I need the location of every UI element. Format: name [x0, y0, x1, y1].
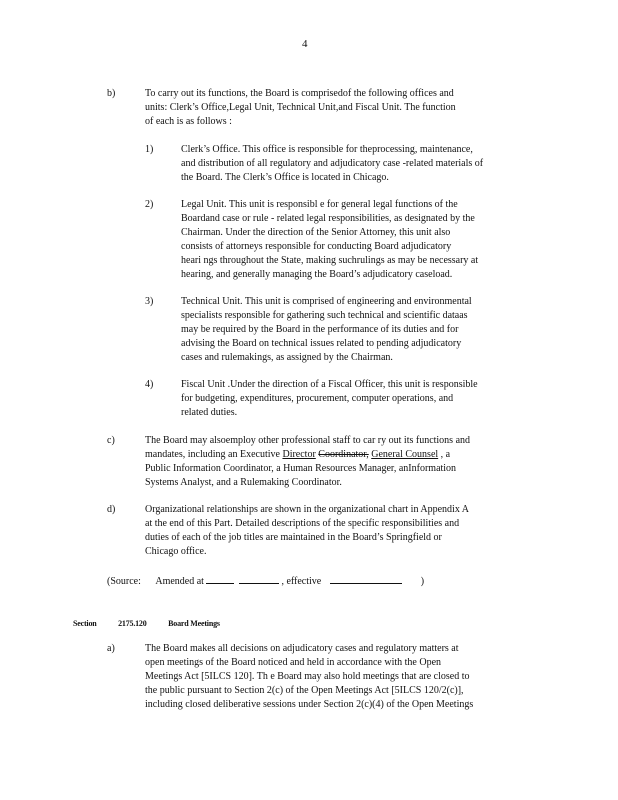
text-line: advising the Board on technical issues related to pending adjudicatory [181, 338, 462, 349]
subitem-1-label: 1) [145, 144, 154, 155]
inserted-text: Director [282, 449, 316, 460]
subitem-2-text [181, 198, 541, 282]
text-line: consists of attorneys responsible for conducting Board adjudicatory [181, 241, 452, 252]
text-segment: , a [438, 449, 451, 460]
text-line: Chicago office. [145, 546, 207, 557]
text-line: related duties. [181, 407, 238, 418]
item-b-text [145, 87, 518, 129]
text-line: open meetings of the Board noticed and held in accordance with the Open [145, 657, 442, 668]
section-heading [73, 617, 220, 631]
item-a-label: a) [107, 643, 115, 654]
text-line: To carry out its functions, the Board is comprisedof the following offices and [145, 88, 454, 99]
item-c-label: c) [107, 435, 115, 446]
text-line: and distribution of all regulatory and adjudicatory case -related materials of [181, 158, 484, 169]
text-line: The Board may alsoemploy other professional staff to car ry out its functions and [145, 435, 471, 446]
section-number: 2175.120 [118, 619, 147, 628]
subitem-4-text [181, 378, 527, 420]
text-line: Clerk’s Office. This office is responsible for theprocessing, maintenance, [181, 144, 473, 155]
text-line: including closed deliberative sessions under Section 2(c)(4) of the Open Meetings [145, 699, 474, 710]
text-line: Systems Analyst, and a Rulemaking Coordinator. [145, 477, 342, 488]
blank-line [206, 573, 234, 584]
source-close: ) [420, 576, 425, 587]
text-line: units: Clerk’s Office,Legal Unit, Technical Unit,and Fiscal Unit. The function [145, 102, 456, 113]
item-d-text [145, 503, 535, 559]
section-title: Board Meetings [168, 619, 220, 628]
text-line: duties of each of the job titles are maintained in the Board’s Springfield or [145, 532, 442, 543]
item-a-text [145, 642, 521, 712]
text-line: for budgeting, expenditures, procurement, computer operations, and [181, 393, 454, 404]
deleted-text: Coordinator, [318, 449, 369, 460]
text-line: at the end of this Part. Detailed descriptions of the specific responsibilities and [145, 518, 460, 529]
text-line: hearing, and generally managing the Board’s adjudicatory caseload. [181, 269, 453, 280]
text-line: Organizational relationships are shown in the organizational chart in Appendix A [145, 504, 469, 515]
source-effective: , effective [281, 576, 322, 587]
text-line: heari ngs throughout the State, making suchrulings as may be necessary at [181, 255, 479, 266]
text-line: Fiscal Unit .Under the direction of a Fiscal Officer, this unit is responsible [181, 379, 478, 390]
subitem-3-text [181, 295, 521, 365]
text-line: the public pursuant to Section 2(c) of the Open Meetings Act [5ILCS 120/2(c)], [145, 685, 464, 696]
section-label: Section [73, 619, 97, 628]
item-c-text [145, 434, 535, 490]
item-d-label: d) [107, 504, 116, 515]
text-segment: mandates, including an Executive [145, 449, 283, 460]
text-line: specialists responsible for gathering such technical and scientific dataas [181, 310, 468, 321]
source-note [107, 573, 424, 589]
text-line: Legal Unit. This unit is responsibl e for general legal functions of the [181, 199, 458, 210]
blank-line [239, 573, 279, 584]
item-b-label: b) [107, 88, 116, 99]
page-number: 4 [302, 38, 308, 50]
text-line: Chairman. Under the direction of the Senior Attorney, this unit also [181, 227, 451, 238]
text-line: may be required by the Board in the performance of its duties and for [181, 324, 459, 335]
text-line: cases and rulemakings, as assigned by the Chairman. [181, 352, 393, 363]
text-line: Boardand case or rule - related legal responsibilities, as designated by the [181, 213, 475, 224]
text-line: Technical Unit. This unit is comprised of engineering and environmental [181, 296, 472, 307]
blank-line [330, 573, 402, 584]
inserted-text: General Counsel [371, 449, 439, 460]
text-line: The Board makes all decisions on adjudicatory cases and regulatory matters at [145, 643, 459, 654]
text-line: Public Information Coordinator, a Human Resources Manager, anInformation [145, 463, 457, 474]
source-open: (Source: [107, 576, 141, 587]
text-line-amended [145, 448, 535, 462]
subitem-1-text [181, 143, 541, 185]
text-line: the Board. The Clerk’s Office is located in Chicago. [181, 172, 389, 183]
text-line: Meetings Act [5ILCS 120]. Th e Board may also hold meetings that are closed to [145, 671, 470, 682]
subitem-4-label: 4) [145, 379, 154, 390]
source-amended: Amended at [155, 576, 204, 587]
subitem-3-label: 3) [145, 296, 154, 307]
text-line: of each is as follows : [145, 116, 232, 127]
subitem-2-label: 2) [145, 199, 154, 210]
